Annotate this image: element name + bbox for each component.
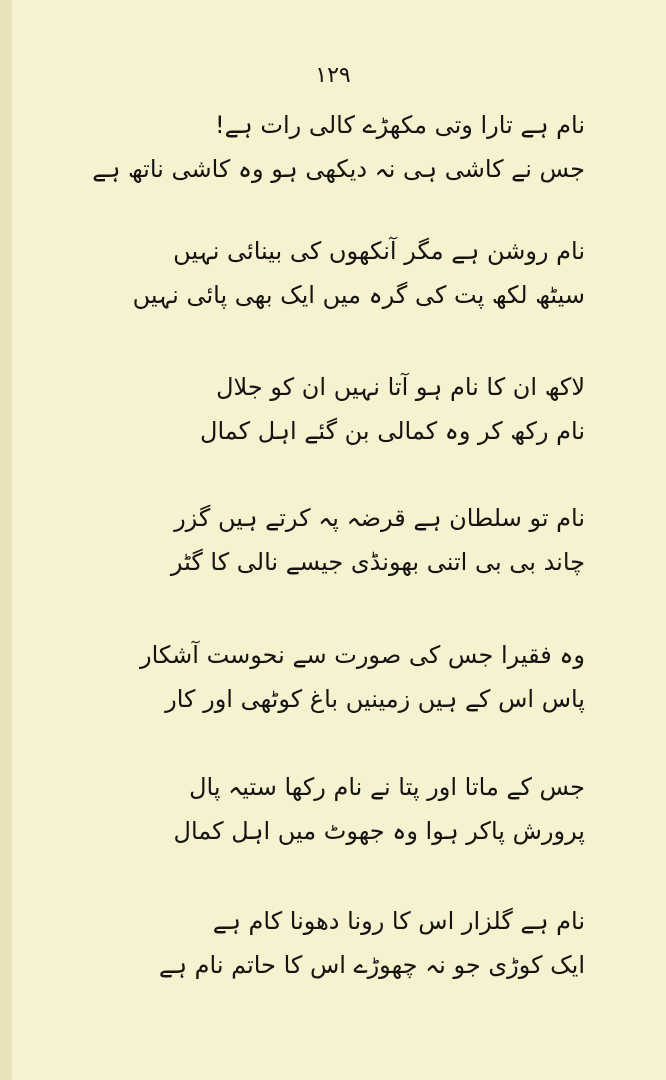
stanza-7: [158, 904, 585, 992]
stanza-3: [180, 370, 585, 458]
verse-line-13: نام ہے گلزار اس کا رونا دھونا کام ہے: [212, 907, 585, 935]
verse-line-7: نام تو سلطان ہے قرضہ پہ کرتے ہیں گزر: [174, 504, 585, 532]
verse-line-2: جس نے کاشی ہی نہ دیکھی ہو وہ کاشی ناتھ ہے: [92, 155, 585, 183]
stanza-4: [170, 501, 585, 589]
verse-line-5: لاکھ ان کا نام ہو آتا نہیں ان کو جلال: [216, 373, 585, 401]
verse-line-11: جس کے ماتا اور پتا نے نام رکھا ستیہ پال: [189, 773, 585, 801]
verse-line-1: نام ہے تارا وتی مکھڑے کالی رات ہے!: [214, 111, 585, 139]
verse-line-14: ایک کوڑی جو نہ چھوڑے اس کا حاتم نام ہے: [158, 951, 585, 979]
verse-line-8: چاند بی بی اتنی بھونڈی جیسے نالی کا گٹر: [170, 548, 585, 576]
page-number: ١٢٩: [315, 63, 351, 88]
verse-line-4: سیٹھ لکھ پت کی گرہ میں ایک بھی پائی نہیں: [132, 281, 585, 309]
verse-line-6: نام رکھ کر وہ کمالی بن گئے اہل کمال: [200, 417, 585, 445]
verse-line-12: پرورش پاکر ہوا وہ جھوٹ میں اہل کمال: [173, 817, 585, 845]
verse-line-3: نام روشن ہے مگر آنکھوں کی بینائی نہیں: [173, 237, 585, 265]
poem-verses: [0, 94, 666, 1014]
stanza-6: [173, 770, 585, 858]
verse-line-9: وہ فقیرا جس کی صورت سے نحوست آشکار: [140, 641, 585, 669]
stanza-1: [92, 108, 585, 196]
stanza-5: [140, 638, 585, 726]
verse-line-10: پاس اس کے ہیں زمینیں باغ کوٹھی اور کار: [165, 685, 585, 713]
stanza-2: [132, 234, 585, 322]
